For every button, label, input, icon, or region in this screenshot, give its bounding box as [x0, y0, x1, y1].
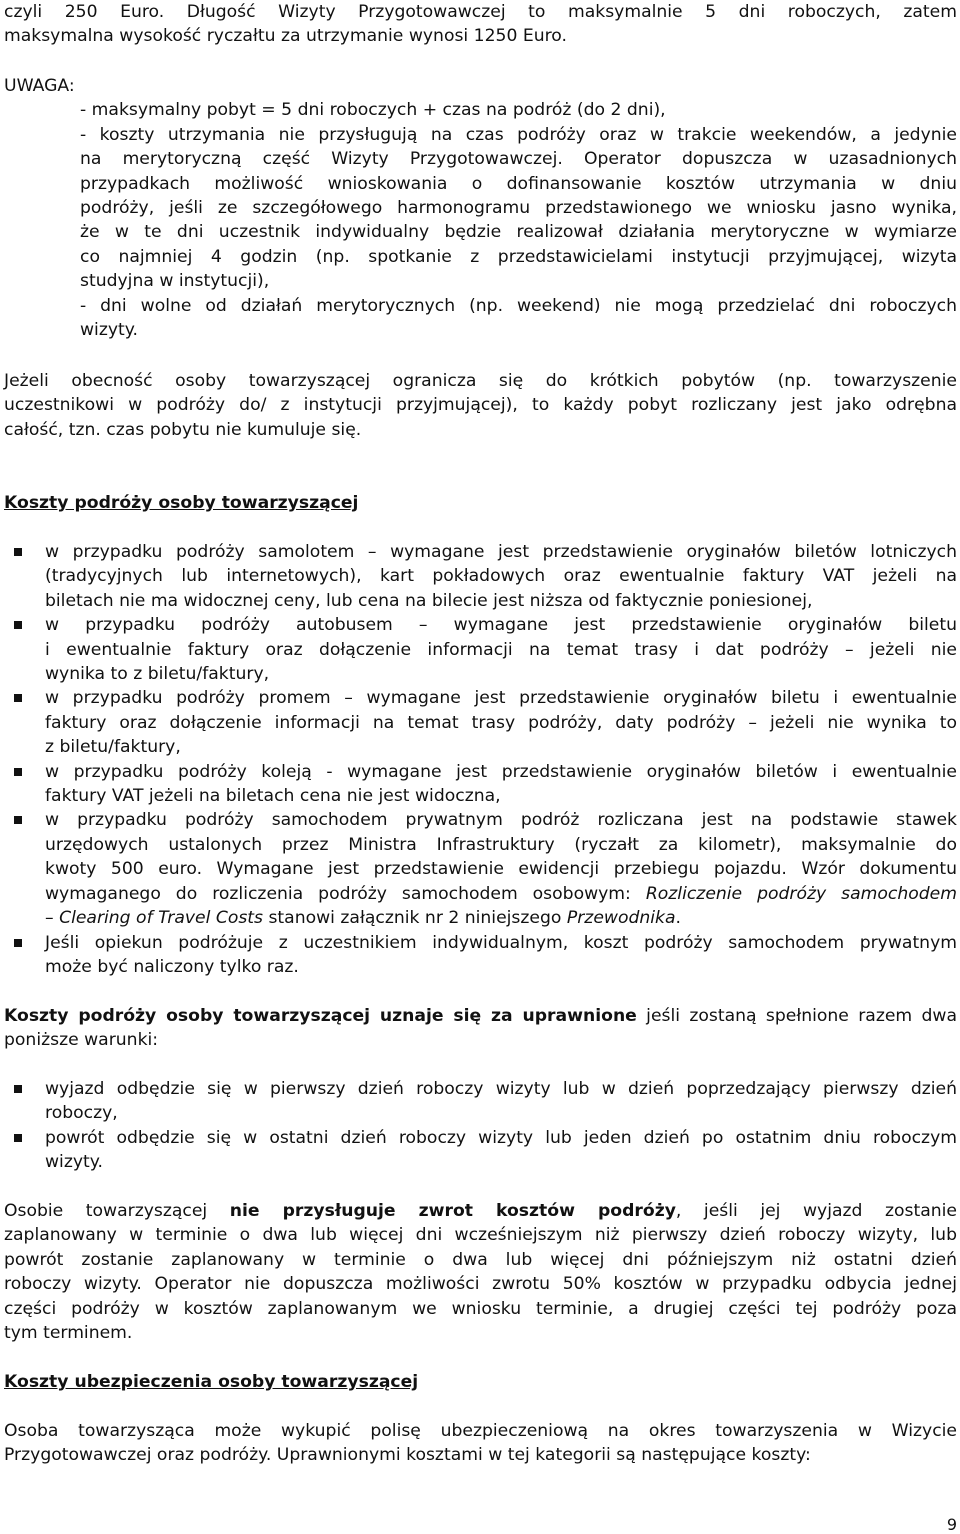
text-line: - maksymalny pobyt = 5 dni roboczych + czas na podróż (do 2 dni),	[80, 100, 666, 121]
text-line: Przygotowawczej oraz podróży. Uprawnionymi kosztami w tej kategorii są następujące koszty:	[4, 1445, 811, 1466]
page-number: 9	[946, 1515, 957, 1534]
text-line: czyli 250 Euro. Długość Wizyty Przygotowawczej to maksymalnie 5 dni roboczych, zatem	[4, 2, 957, 22]
travel-bullet-list	[4, 540, 957, 979]
text-line: powrót odbędzie się w ostatni dzień roboczy wizyty lub jeden dzień po ostatnim dniu roboczym	[45, 1127, 957, 1148]
text-line: Jeśli opiekun podróżuje z uczestnikiem indywidualnym, koszt podróży samochodem prywatnym	[45, 932, 957, 953]
italic-text: Rozliczenie podróży samochodem	[645, 883, 957, 904]
italic-text: Clearing of Travel Costs	[59, 908, 263, 929]
text-line: - koszty utrzymania nie przysługują na czas podróży oraz w trakcie weekendów, a jedynie	[80, 124, 957, 145]
text-line: wyjazd odbędzie się w pierwszy dzień roboczy wizyty lub w dzień poprzedzający pierwszy dzień	[45, 1079, 957, 1099]
text-line: - dni wolne od działań merytorycznych (np. weekend) nie mogą przedzielać dni roboczych	[80, 295, 957, 316]
list-item	[4, 613, 957, 686]
text-line: w przypadku podróży promem – wymagane jest przedstawienie oryginałów biletu i ewentualnie	[45, 688, 957, 709]
square-bullet-icon	[14, 548, 22, 556]
text-run: wymaganego do rozliczenia podróży samochodem osobowym:	[45, 883, 646, 904]
square-bullet-icon	[14, 768, 22, 776]
list-item	[4, 931, 957, 980]
text-line: zaplanowany w terminie o dwa lub więcej dni wcześniejszym niż pierwszy dzień roboczy wizyty, lub	[4, 1225, 957, 1246]
eligible-paragraph	[4, 1004, 957, 1053]
text-line: tym terminem.	[4, 1323, 133, 1344]
text-line: faktury VAT jeżeli na biletach cena nie jest widoczna,	[45, 786, 501, 807]
text-run: , jeśli jej wyjazd zostanie	[675, 1201, 957, 1221]
text-line: uczestnikowi w podróży do/ z instytucji przyjmującej), to każdy pobyt rozliczany jest jako odrębna	[4, 395, 957, 416]
square-bullet-icon	[14, 1085, 22, 1093]
text-line: całość, tzn. czas pobytu nie kumuluje się.	[4, 419, 362, 440]
text-line: w przypadku podróży samolotem – wymagane jest przedstawienie oryginałów biletów lotniczych	[45, 542, 957, 562]
square-bullet-icon	[14, 1134, 22, 1142]
text-line: w przypadku podróży samochodem prywatnym podróż rozliczana jest na podstawie stawek	[45, 810, 957, 831]
text-line: kwoty 500 euro. Wymagane jest przedstawienie ewidencji przebiegu pojazdu. Wzór dokumentu	[45, 859, 957, 880]
bold-text: Koszty podróży osoby towarzyszącej uznaje się za uprawnione	[4, 1006, 637, 1026]
text-line: części podróży w kosztów zaplanowanym we wniosku terminie, a drugiej części tej podróży poza	[4, 1298, 957, 1319]
section-heading-travel	[4, 491, 358, 515]
text-run: jeśli zostaną spełnione razem dwa	[636, 1006, 957, 1026]
italic-text: Przewodnika	[566, 908, 676, 929]
text-line: że w te dni uczestnik indywidualny będzie realizował działania merytoryczne w wymiarze	[80, 222, 957, 243]
text-line: maksymalna wysokość ryczałtu za utrzymanie wynosi 1250 Euro.	[4, 26, 567, 47]
list-item	[4, 540, 957, 613]
text-line: poniższe warunki:	[4, 1030, 159, 1051]
text-line	[45, 882, 957, 906]
text-line	[4, 1004, 957, 1028]
text-line: podróży, jeśli ze szczegółowego harmonogramu przedstawionego we wniosku jasno wynika,	[80, 198, 957, 219]
refund-paragraph	[4, 1199, 957, 1345]
note-block	[4, 74, 957, 342]
text-run: stanowi załącznik nr 2 niniejszego	[263, 908, 567, 929]
list-item	[4, 1126, 957, 1175]
list-item	[4, 686, 957, 759]
list-item	[4, 760, 957, 809]
text-line: Jeżeli obecność osoby towarzyszącej ogranicza się do krótkich pobytów (np. towarzyszenie	[4, 371, 957, 391]
intro-paragraph	[4, 0, 957, 49]
text-run: –	[45, 908, 60, 929]
section-heading-insurance	[4, 1370, 418, 1394]
text-line: w przypadku podróży koleją - wymagane jest przedstawienie oryginałów biletów i ewentualnie	[45, 761, 957, 782]
insurance-paragraph	[4, 1419, 957, 1468]
text-line: biletach nie ma widocznej ceny, lub cena na bilecie jest niższa od faktycznie poniesionej,	[45, 590, 813, 611]
text-line: powrót zostanie zaplanowany w terminie o dwa lub więcej dni późniejszym niż ostatni dzień	[4, 1249, 957, 1270]
text-line: studyjna w instytucji),	[80, 271, 270, 292]
heading-text: Koszty podróży osoby towarzyszącej	[4, 493, 359, 513]
text-line: z biletu/faktury,	[45, 737, 181, 758]
text-run: .	[675, 908, 682, 929]
text-line: wizyty.	[45, 1152, 103, 1173]
escort-paragraph	[4, 369, 957, 442]
text-line: co najmniej 4 godzin (np. spotkanie z przedstawicielami instytucji przyjmującej, wizyta	[80, 246, 957, 267]
text-line: wizyty.	[80, 320, 138, 341]
text-line: i ewentualnie faktury oraz dołączenie informacji na temat trasy i dat podróży – jeżeli nie	[45, 639, 957, 660]
text-line: w przypadku podróży autobusem – wymagane jest przedstawienie oryginałów biletu	[45, 615, 957, 636]
text-line	[4, 1199, 957, 1223]
text-line: urzędowych ustalonych przez Ministra Infrastruktury (ryczałt za kilometr), maksymalnie do	[45, 834, 957, 855]
square-bullet-icon	[14, 939, 22, 947]
text-line: może być naliczony tylko raz.	[45, 956, 299, 977]
heading-text: Koszty ubezpieczenia osoby towarzyszącej	[4, 1372, 419, 1392]
text-line: roboczy wizyty. Operator nie dopuszcza możliwości zwrotu 50% kosztów w przypadku odbycia jednej	[4, 1274, 957, 1295]
bold-text: nie przysługuje zwrot kosztów podróży	[229, 1201, 676, 1221]
eligible-bullet-list	[4, 1077, 957, 1175]
text-line: przypadkach możliwość wnioskowania o dofinansowanie kosztów utrzymania w dniu	[80, 173, 957, 194]
text-line: Osoba towarzysząca może wykupić polisę ubezpieczeniową na okres towarzyszenia w Wizycie	[4, 1421, 957, 1441]
list-item	[4, 1077, 957, 1126]
list-item	[4, 808, 957, 930]
text-line: wynika to z biletu/faktury,	[45, 664, 270, 685]
square-bullet-icon	[14, 816, 22, 824]
text-line: na merytoryczną część Wizyty Przygotowawczej. Operator dopuszcza w uzasadnionych	[80, 149, 957, 170]
square-bullet-icon	[14, 694, 22, 702]
note-label: UWAGA:	[4, 76, 75, 96]
text-line: roboczy,	[45, 1103, 118, 1124]
text-line: faktury oraz dołączenie informacji na temat trasy podróży, daty podróży – jeżeli nie wynika to	[45, 712, 957, 733]
text-run: Osobie towarzyszącej	[4, 1201, 230, 1221]
text-line: (tradycyjnych lub internetowych), kart pokładowych oraz ewentualnie faktury VAT jeżeli na	[45, 566, 957, 587]
square-bullet-icon	[14, 621, 22, 629]
text-line	[45, 906, 957, 930]
